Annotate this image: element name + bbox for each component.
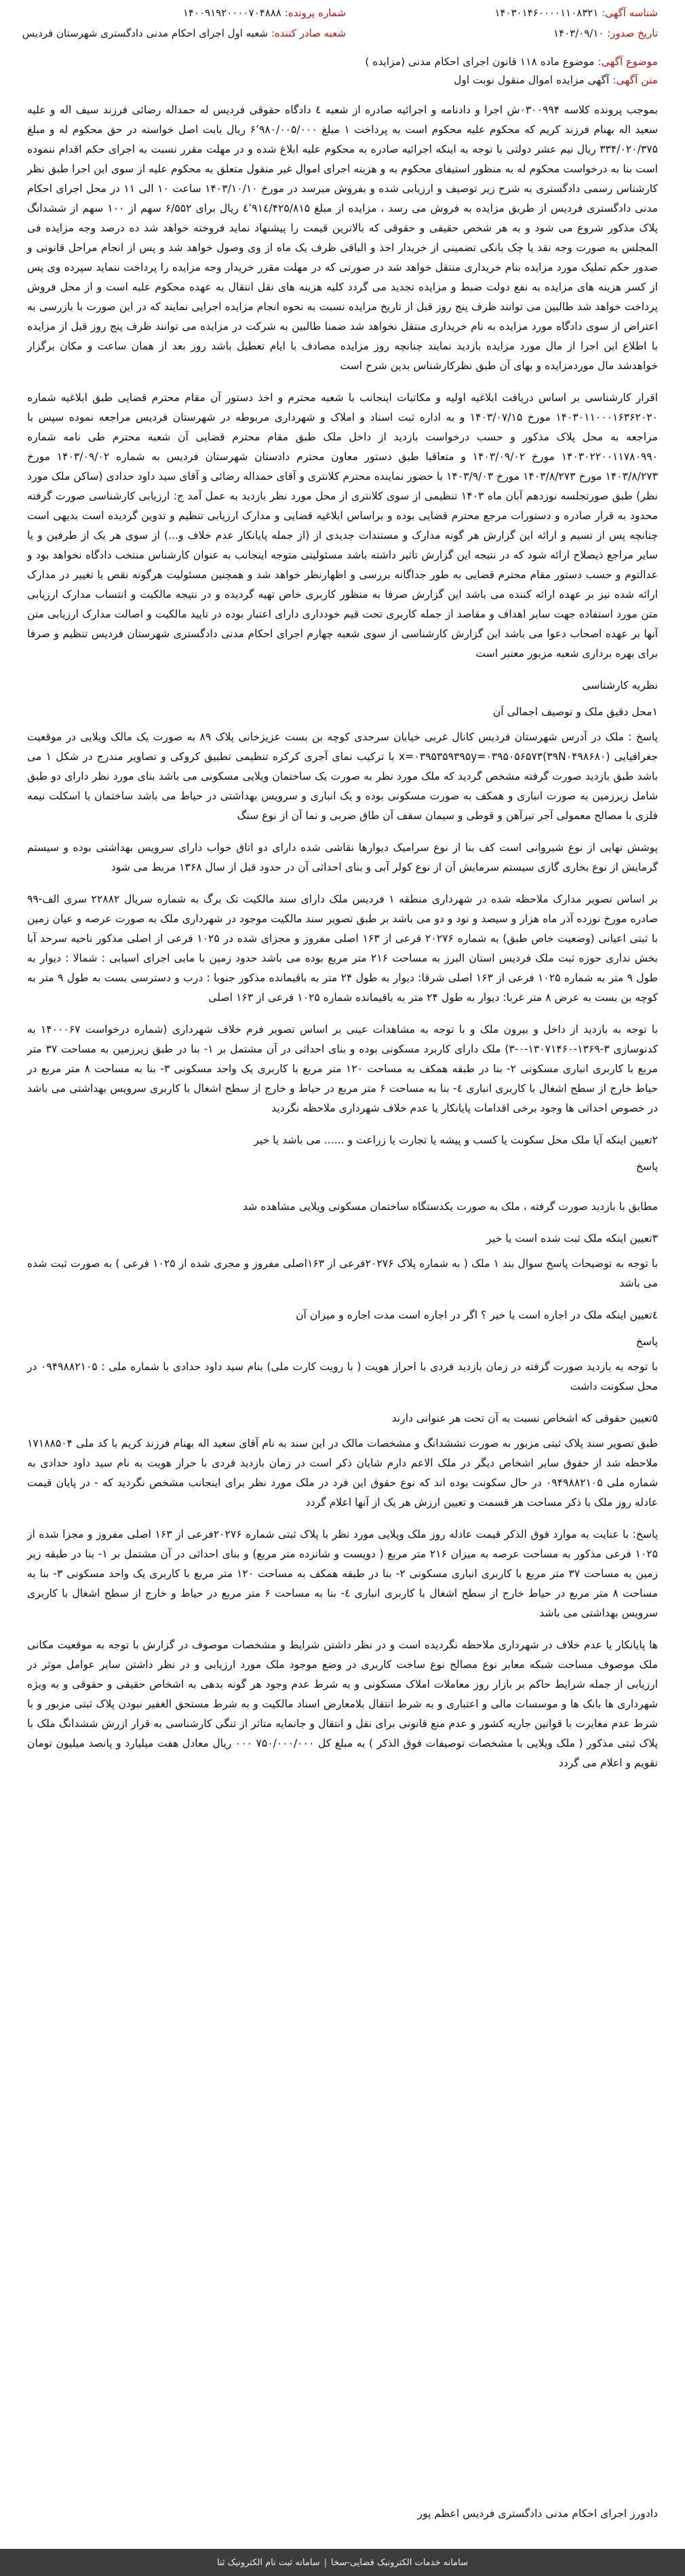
question-3-title: ۳تعیین اینکه ملک ثبت شده است یا خیر — [486, 1232, 658, 1245]
case-id-label: شماره پرونده: — [284, 7, 346, 19]
issuer-row — [22, 27, 346, 39]
question-4-answer: با توجه به بازدید صورت گرفته در زمان بازدید فردی با احراز هویت ( با رویت کارت ملی) بنام سید داود حدادی با شماره ملی : ۰۹۴۹۸۸۲۱۰۵ در محل سکونت داشت — [27, 1361, 658, 1393]
question-5-title: ۵تعیین حقوقی که اشخاص نسبت به آن تحت هر عنوانی دارند — [391, 1412, 658, 1424]
question-2-answer: مطابق با بازدید صورت گرفته ، ملک به صورت یکدستگاه ساختمان مسکونی ویلایی مشاهده شد — [242, 1200, 658, 1213]
body-paragraph: بموجب پرونده کلاسه ۰۳۰۰۹۹۴ش اجرا و دادنامه و اجرائیه صادره از شعبه ٤ دادگاه حقوقی فردیس له حمداله رضائی فرزند سیف اله و علیه سعید اله بهنام فرزند کریم که محکوم علیه محکوم است به پرداخت ۱ مبلغ ۶٬۹۸۰/۰۰۵/۰۰۰ ریال بابت اصل خواسته در حق محکوم له و مبلغ ۳۳۴/۰۲۰/۳۷۵ ریال نیم عشر دولتی با توجه به اینکه اجرائیه صادره به محکوم علیه ابلاغ شده و در مهلت مقرر نسبت به اجرای حکم اقدام ننموده است بنا به درخواست محکوم له به منظور استیفای محکوم به و هزینه اجرای اموال غیر منقول متعلق به محکوم علیه از سوی این اجرا طبق نظر کارشناس رسمی دادگستری به شرح زیر توصیف و ارزیابی شده و بفروش میرسد در مورخ ۱۴۰۳/۱۰/۱۰ ساعت ۱۰ الی ۱۱ در محل اجرای احکام مدنی دادگستری فردیس از طریق مزایده به فروش می رسد ، مزایده از مبلغ ٤٬۹۱٤/۴۲۵/۸۱۵ ریال برای ۶/۵۵۲ سهم از ۱۰۰ سهم از ششدانگ پلاک مذکور شروع می شود و به هر شخص حقیقی و حقوقی که بالاترین قیمت را پیشنهاد نماید فروخته خواهد شد ده درصد وجه مزایده فی المجلس به صورت وجه نقد یا چک بانکی تضمینی از خریدار اخذ و الباقی ظرف یک ماه از وی وصول خواهد شد و پس از انجام مراحل قانونی و صدور حکم تملیک مورد مزایده بنام خریداری منتقل خواهد شد در صورتی که در مهلت مقرر خریدار وجه مزایده را پرداخت ننماید سپرده وی پس از کسر هزینه های مزایده به نفع دولت ضبط و مزایده تجدید می گردد کلیه هزینه های نقل انتقال به عهده محکوم علیه است و از محل فروش پرداخت خواهد شد طالبین می توانند ظرف پنج روز قبل از تاریخ مزایده نسبت به نحوه انجام مزایده اجرایی نمایند که در این صورت با بازرسی به اعتراض از سوی دادگاه مورد مزایده به نام خریداری منتقل نخواهد شد ضمنا طالبین به شرکت در مزایده می توانند ظرف پنج روز قبل از مزایده با اطلاع این اجرا از مال مورد مزایده بازدید نمایند چنانچه روز مزایده مصادف با ایام تعطیل باشد روز بعد از همان ساعت و مکان برگزار خواهدشد مال موردمزایده و بهای آن طبق نظرکارشناس بدین شرح است — [27, 104, 659, 372]
page-footer — [0, 2549, 685, 2576]
question-2-title: ۲تعیین اینکه آیا ملک محل سکونت یا کسب و پیشه یا تجارت یا زراعت و ...... می باشد یا خیر — [254, 1134, 658, 1146]
question-5-answer: طبق تصویر سند پلاک ثبتی مزبور به صورت تششدانگ و مشخصات مالک در این سند به نام آقای سعید اله بهنام فرزند کریم با کد ملی ۱۷۱۸۸۵۰۴ ملاحظه شد از حقوق سایر اشخاص دیگر در ملک الاعم دارم شایان ذکر است در زمان بازدید فردی با حراز هویت به نام سید داود حدادی به شماره ملی ۰۹۴۹۸۸۲۱۰۵ در حال سکونت بوده اند که نوع حقوق این فرد در ملک مورد نظر برای اینجانب مشخص نگردید که - در پایان قیمت عادله روز ملک با ذکر مساحت هر قسمت و تعیین ارزش هر یک از آنها اعلام گردد — [27, 1437, 658, 1509]
footer-link-sana[interactable]: سامانه ثبت نام الکترونیک ثنا — [217, 2557, 320, 2568]
ad-id-label: شناسه آگهی: — [602, 7, 658, 19]
footer-link-sakha[interactable]: سامانه خدمات الکترونیک قضایی-سخا — [331, 2557, 468, 2568]
question-6-answer: پاسخ: با عنایت به موارد فوق الذکر قیمت عادله روز ملک ویلایی مورد نظر با پلاک ثبتی شماره ۲۰۲۷۶فرعی از ۱۶۳ اصلی مفروز و مجزا شده از ۱۰۲۵ فرعی مذکور به مساحت عرصه به میزان ۲۱۶ متر مربع ( دویست و شانزده متر مربع) و بنای احداثی در آن مشتمل بر ۱- بنا در طبقه زیر زمین به مساحت ۳۷ متر مربع با کاربری انباری مسکونی ۲- بنا در طبقه همکف به مساحت ۱۲۰ متر مربع با کاربری یک واحد مسکونی ۳- بنا به مساحت ۸ متر مربع در حیاط خارج از سطح اشغال با کاربری انباری ٤- بنا به مساحت ۶ متر مربع در حیاط و خارج از سطح اشغال با کاربری سرویس بهداشتی می باشد — [27, 1528, 659, 1619]
case-id-row — [183, 7, 346, 19]
question-1-answer: پاسخ : ملک در آدرس شهرستان فردیس کانال غربی خیابان سرحدی کوچه بن بست عزیزخانی پلاک ۸۹ به صورت یک مالک ویلایی در موقعیت جغرافیایی (۳۹N۰۴۹۸۶۸۰)x=۰۳۹۵۳۵۹۳۹۵y=۰۳۹۵۰۵۶۵۷۳ با ترکیب نمای آجری کرکره تنظیمی تطبیق کروکی و تصاویر مندرج در شکل ۱ می باشد طبق بازدید صورت گرفته مشخص گردید که ملک مورد نظر به صورت یک ساختمان ویلایی مسکونی می باشد بنای مورد نظر دارای دو طبق شامل زیرزمین به صورت انباری و همکف به صورت مسکونی بوده و یک انباری و سرویس بهداشتی در حیاط می باشد ساختمان با اسکلت نیمه فلزی با مصالح معمولی آجر تیرآهن و قوطی و سیمان سقف آن طاق ضربی و نما آن از نوع سنگ — [27, 731, 658, 822]
subject-label: موضوع آگهی: — [598, 56, 658, 68]
case-id-value: ۱۴۰۰۹۱۹۲۰۰۰۰۷۰۴۸۸۸ — [182, 7, 281, 19]
subject-value: موضوع ماده ۱۱۸ قانون اجرای احکام مدنی (مزایده ) — [365, 56, 595, 68]
date-label: تاریخ صدور: — [607, 27, 658, 39]
question-4-title: ٤تعیین اینکه ملک در اجاره است یا خیر ؟ اگر در اجاره است مدت اجاره و میزان آن — [296, 1309, 658, 1321]
question-1-answer: با توجه به بازدید از داخل و بیرون ملک و با توجه به مشاهدات عینی بر اساس تصویر فرم خلاف شهرداری (شماره درخواست ۱۴۰۰۰۶۷ به کدنوسازی ۳-۱۳۶۹-۱۳۰۷۱۴۶۰-۰-۳) ملک دارای کاربرد مسکونی بوده و بنای احداثی در آن مشتمل بر ۱- بنا در طبق زیرزمین به مساحت ۳۷ متر مربع با کاربری انباری مسکونی ۲- بنا در طبقه همکف به مساحت ۱۲۰ متر مربع با کاربری یک واحد مسکونی ۳- بنا به مساحت ۸ متر مربع در حیاط خارج از سطح اشغال با کاربری انباری ٤- بنا به مساحت ۶ متر مربع در حیاط و خارج از سطح اشغال با کاربری سرویس بهداشتی می باشد در خصوص احداثی ها وجود برخی اقدامات پایانکار یا عدم خلاف شهرداری ملاحظه نگردید — [27, 1023, 659, 1114]
body-paragraph: اقرار کارشناسی بر اساس دریافت ابلاغیه اولیه و مکاتبات اینجانب با شعبه محترم و اخذ دستور آن مقام محترم قضایی طبق ابلاغیه شماره ۱۴۰۳۰۱۱۰۰۰۱۶۳۶۲۰۲۰ مورخ ۱۴۰۳/۰۷/۱۵ و به اداره ثبت اسناد و املاک و شهرداری مربوطه در شهرستان فردیس مراجعه نموده سپس با مراجعه به محل پلاک مذکور و حسب درخواست بازدید از داخل ملک طبق مقام محترم قضایی آن شعبه محترم طی نامه شماره ۱۴۰۳۰۲۲۰۰۱۱۷۸۰۹۹۰ مورخ ۱۴۰۳/۰۹/۰۲ و متعاقبا طبق دستور معاون محترم دادستان شهرستان فردیس به شماره ۱۴۰۳/۰۹/۰۲ مورخ ۱۴۰۳/۸/۲۷۳ مورخ ۱۴۰۳/۸/۲۷۳ مورخ ۱۴۰۳/۹/۰۳ با حضور نماینده محترم کلانتری و آقای حمداله رضائی و آقای سید داود حدادی (ساکن ملک مورد نظر) طبق صورتجلسه نوزدهم آبان ماه ۱۴۰۳ تنظیمی از سوی کلانتری از محل مورد نظر بازدید به عمل آمد ج: ارزیابی کارشناسی صورت گرفته محدود به قرار صادره و دستورات مرجع محترم قضایی بوده و براساس ابلاغیه قضایی و مدارک ارزیابی تنظیم و تدوین گردیده است بدیهی است چنانچه پس از تسیم و ارائه این گزارش هر گونه مدارک و مستندات جدیدی از (از جمله پایانکار عدم خلاف و...) از سوی هر یک از طرفین و یا سایر مراجع ذیصلاح ارائه شود که در نتیجه این گزارش تاثیر داشته باشد مسئولیتی متوجه اینجانب به عنوان کارشناس منتخب دادگاه نخواهد بود و عدالتوم و حسب دستور مقام محترم قضایی به طور جداگانه بررسی و اظهارنظر خواهد شد و همچنین مسئولیت هرگونه نقص یا تغییر در مدارک ارائه شده نیز بر عهده ارائه کننده می باشد این گزارش صرفا به منظور کاربری خاص تهیه گردیده و در نتیجه مالکیت و انتساب مدارک ارزیابی متن مورد استفاده جهت سایر اهداف و مقاصد از جمله کاربری تحت قیم خودداری دارای اعتبار بوده در تایید مالکیت و اصالت مدارک ارزیابی متن آنها بر عهده اصحاب دعوا می باشد این گزارش کارشناسی از سوی شعبه چهارم اجرای احکام مدنی دادگستری شهرستان فردیس تنظیم و صرفا برای بهره برداری شعبه مزبور معتبر است — [27, 392, 659, 660]
question-4-answer-label: پاسخ — [635, 1336, 658, 1348]
ad-id-value: ۱۴۰۳۰۱۴۶۰۰۰۰۱۱۰۸۳۲۱ — [494, 7, 599, 19]
footer-separator: | — [324, 2557, 328, 2568]
date-row — [553, 27, 658, 39]
signature-text: دادورز اجرای احکام مدنی دادگستری فردیس اعظم پور — [417, 2507, 658, 2520]
issuer-label: شعبه صادر کننده: — [271, 27, 346, 39]
closing-signature — [27, 2504, 658, 2524]
question-2-answer-label: پاسخ — [635, 1160, 658, 1173]
subject-block — [27, 53, 658, 90]
text-title: آگهی مزایده اموال منقول نوبت اول — [454, 74, 610, 87]
ad-id-row — [494, 7, 658, 19]
question-3-answer: با توجه به توضیحات پاسخ سوال بند ۱ ملک ( به شماره پلاک ۲۰۲۷۶فرعی از ۱۶۳اصلی مفروز و مجری شده از ۱۰۲۵ فرعی ) به صورت ثبت شده می باشد — [27, 1257, 658, 1289]
question-1-answer: پوشش نهایی از نوع شیروانی است کف بنا از نوع سرامیک دیوارها نقاشی شده دارای دو اتاق خواب دارای سرویس بهداشتی بوده و سیستم گرمایش از نوع بخاری گازی سیستم سرمایش آن از نوع کولر آبی و بنای احداثی آن در حدود قبل از سال ۱۳۶۸ مربط می شود — [27, 841, 658, 873]
question-1-title: ۱محل دقیق ملک و توصیف اجمالی آن — [492, 706, 658, 718]
text-title-row — [27, 71, 658, 90]
expert-opinion-title: نظریه کارشناسی — [582, 679, 658, 692]
final-valuation-paragraph: ها پایانکار یا عدم خلاف در شهرداری ملاحظه نگردیده است و در نظر داشتن شرایط و مشخصات موصوف در گزارش با توجه به موقعیت مکانی ملک موصوف مساحت شبکه معابر نوع مصالح نوع ساخت کاربری در وضع موجود ملک مورد ارزیابی و در نظر داشتن سایر عوامل موثر در ارزیابی از جمله شرایط حاکم بر بازار روز معاملات املاک مسکونی و به شرط عدم وجود هر گونه بدهی به اشخاص حقیقی و حقوقی و به ویژه شهرداری ها بانک ها و موسسات مالی و اعتباری و به شرط انتقال بلامعارض اسناد مالکیت و به شرط مستحق الغفیر نبودن پلاک ثبتی مزبور و با شرط عدم مغایرت با قوانین جاریه کشور و عدم منع قانونی برای نقل و انتقال و جانمایه متاثر از تنگی کارشناسی به قرار ازرش ششدانگ ملک با پلاک ثبتی مذکور ( ملک ویلایی با مشخصات توصیفات فوق الذکر ) به مبلغ کل ۷۵۰/۰۰۰/۰۰۰ ۰۰۰ ریال معادل هفت میلیارد و پانصد میلیون تومان تقویم و اعلام می گردد — [27, 1639, 658, 1769]
question-1-answer: بر اساس تصویر مدارک ملاحظه شده در شهرداری منطقه ۱ فردیس ملک دارای سند مالکیت تک برگ به شماره سریال ۲۲۸۸۲ سری الف-۹۹ صادره مورخ نوزده آذر ماه هزار و سیصد و نود و دو می باشد بر طبق تصویر سند مالکیت موجود در شهرداری ملک به صورت عرصه و عیان زمین با ثبتی اعیانی (وضعیت خاص طبق) به شماره ۲۰۲۷۶ فرعی از ۱۶۳ اصلی مفروز و مجزای شده در ۱۰۲۵ فرعی از اصلی مذکور ناحیه سرحد آبا بخش نداری حوزه ثبت ملک فردیس استان البرز به مساحت ۲۱۶ متر مربع بوده می باشد حدود زمین با مابی اجرای اسبابی : شمالا : دیوار به طول ۹ متر به شماره ۱۰۲۵ فرعی از ۱۶۳ اصلی شرقا: دیوار به طول ۲۴ متر به باقیمانده مذکور جنوبا : درب و دسترسی بست به طول ۹ متر به کوچه بن بست به عرض ۸ متر غربا: دیوار به طول ۲۴ متر به باقیمانده شماره ۱۰۲۵ فرعی از ۱۶۳ اصلی — [27, 893, 659, 1004]
issuer-value: شعبه اول اجرای احکام مدنی دادگستری شهرستان فردیس — [22, 27, 269, 39]
text-label: متن آگهی: — [612, 74, 658, 87]
spacer — [27, 1182, 658, 1197]
subject-row — [27, 53, 658, 71]
date-value: ۱۴۰۳/۰۹/۱۰ — [553, 27, 604, 39]
notice-body — [27, 100, 658, 1785]
